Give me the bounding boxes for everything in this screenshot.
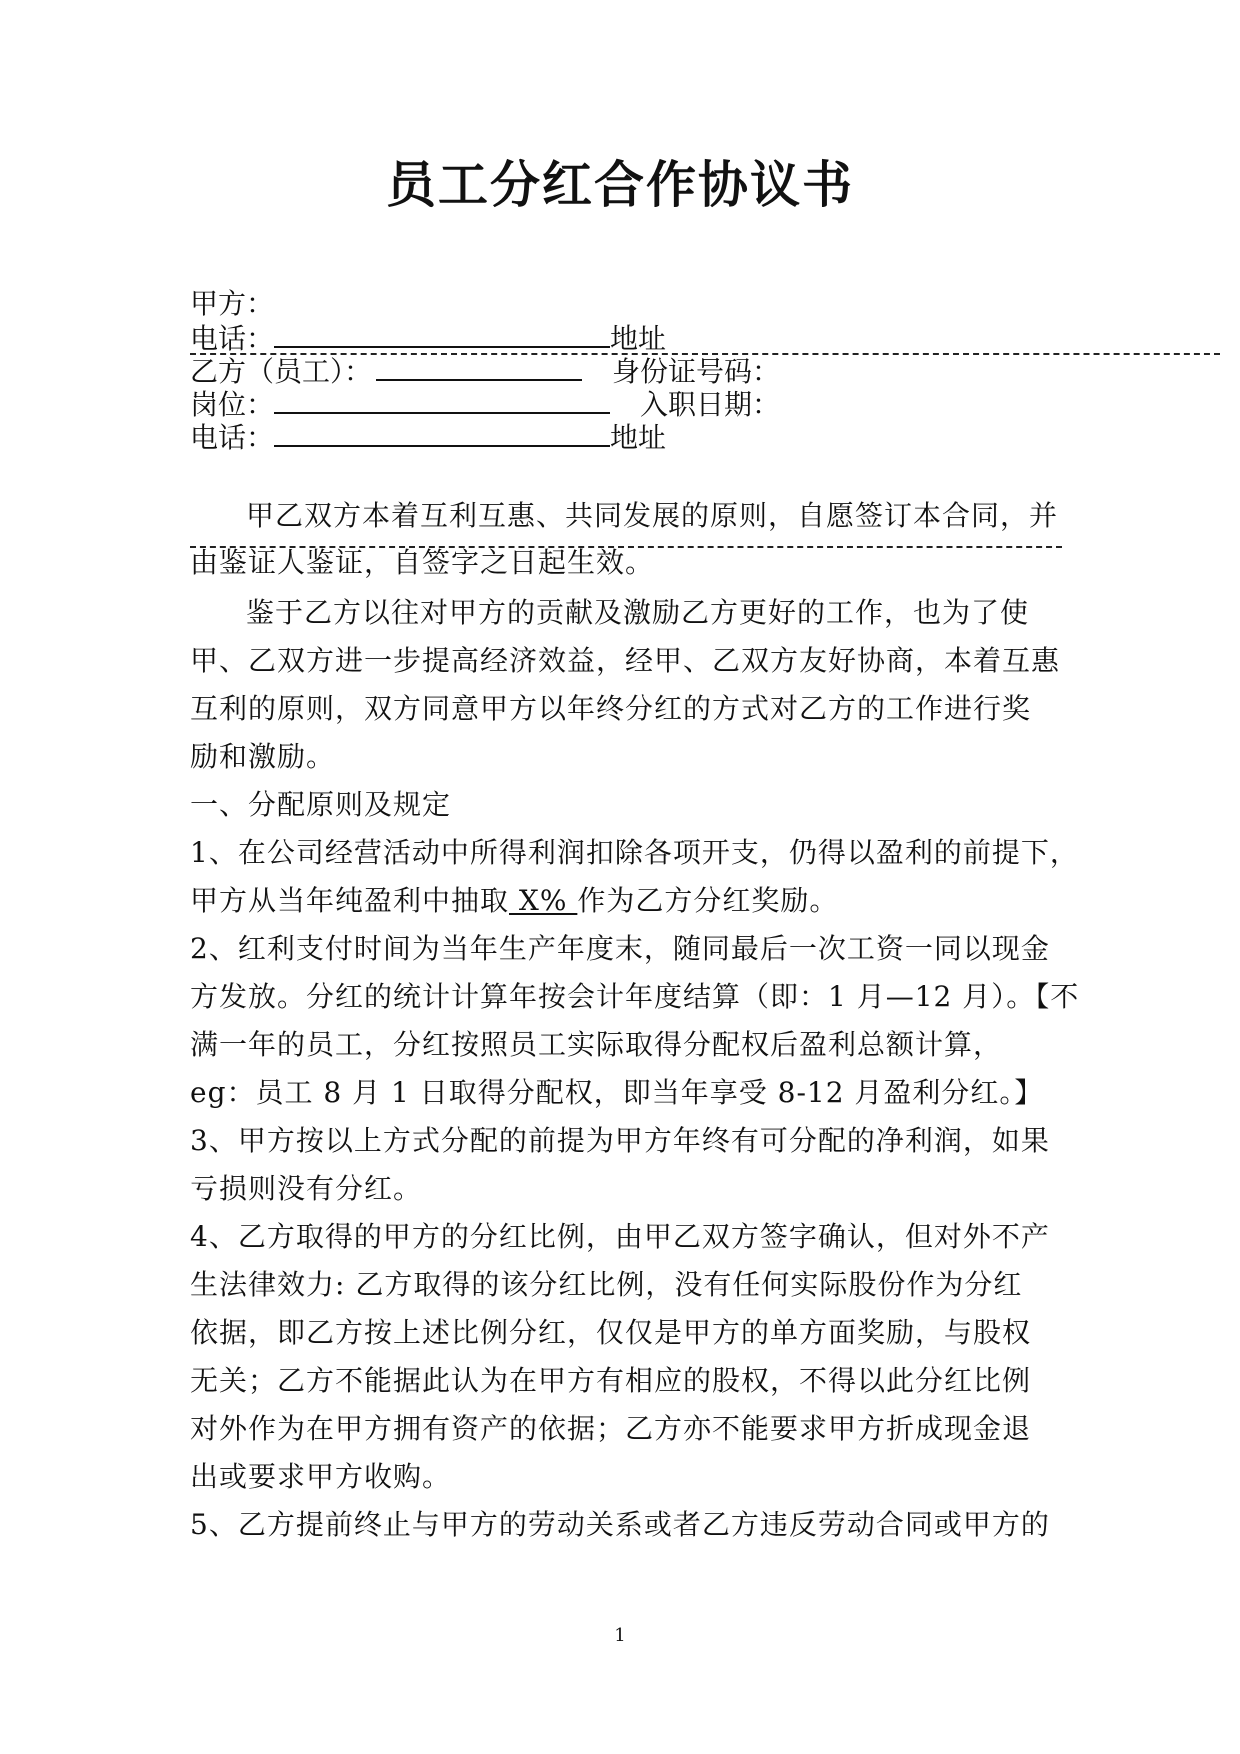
party-b-phone-field[interactable]	[274, 419, 610, 447]
clause-2-line-3: 满一年的员工，分红按照员工实际取得分配权后盈利总额计算，	[190, 1028, 1003, 1061]
party-b-address-label: 地址	[610, 421, 667, 454]
clause-3-line-2: 亏损则没有分红。	[190, 1172, 423, 1205]
clause-1-line-1: 1、在公司经营活动中所得利润扣除各项开支，仍得以盈利的前提下，	[190, 836, 1079, 869]
intro-line-1: 甲乙双方本着互利互惠、共同发展的原则，自愿签订本合同，并	[246, 499, 1059, 532]
clause-4-line-5: 对外作为在甲方拥有资产的依据；乙方亦不能要求甲方折成现金退	[190, 1412, 1032, 1445]
hire-date-label: 入职日期：	[640, 388, 781, 421]
party-a-phone-row	[190, 320, 666, 356]
clause-2-line-1: 2、红利支付时间为当年生产年度末，随同最后一次工资一同以现金	[190, 932, 1050, 965]
party-b-row	[190, 353, 780, 389]
party-b-label: 乙方（员工）：	[190, 355, 373, 388]
clause-4-line-6: 出或要求甲方收购。	[190, 1460, 452, 1493]
clause-4-line-2: 生法律效力: 乙方取得的该分红比例，没有任何实际股份作为分红	[190, 1268, 1023, 1301]
party-b-phone-row	[190, 419, 666, 455]
para-2-line-2: 甲、乙双方进一步提高经济效益，经甲、乙双方友好协商，本着互惠	[190, 644, 1061, 677]
party-b-name-field[interactable]	[376, 353, 582, 381]
para-2-line-3: 互利的原则，双方同意甲方以年终分红的方式对乙方的工作进行奖	[190, 692, 1032, 725]
party-a-address-label: 地址	[610, 322, 667, 355]
clause-4-line-3: 依据，即乙方按上述比例分红，仅仅是甲方的单方面奖励，与股权	[190, 1316, 1032, 1349]
clause-4-line-1: 4、乙方取得的甲方的分红比例，由甲乙双方签字确认，但对外不产	[190, 1220, 1050, 1253]
clause-2-line-2: 方发放。分红的统计计算年按会计年度结算（即：1 月—12 月）。【不	[190, 980, 1080, 1013]
party-a-phone-field[interactable]	[274, 320, 610, 348]
clause-1-text-c: 作为乙方分红奖励。	[577, 884, 839, 917]
clause-4-line-4: 无关；乙方不能据此认为在甲方有相应的股权，不得以此分红比例	[190, 1364, 1032, 1397]
position-label: 岗位：	[190, 388, 275, 421]
clause-2-line-4: eg：员工 8 月 1 日取得分配权，即当年享受 8-12 月盈利分红。】	[190, 1076, 1044, 1109]
clause-5-line-1: 5、乙方提前终止与甲方的劳动关系或者乙方违反劳动合同或甲方的	[190, 1508, 1050, 1541]
page-number: 1	[614, 1625, 626, 1646]
intro-line-2: 由鉴证人鉴证，自签字之日起生效。	[190, 546, 655, 579]
clause-1-text-a: 甲方从当年纯盈利中抽取	[190, 884, 510, 917]
clause-1-line-2	[190, 884, 838, 918]
position-row	[190, 386, 780, 422]
para-2-line-1: 鉴于乙方以往对甲方的贡献及激励乙方更好的工作，也为了使	[246, 596, 1030, 629]
section-1-heading: 一、分配原则及规定	[190, 788, 452, 821]
dividend-percent-field[interactable]: X%	[509, 884, 578, 917]
document-title: 员工分红合作协议书	[386, 156, 854, 214]
party-a-phone-label: 电话：	[190, 322, 275, 355]
para-2-line-4: 励和激励。	[190, 740, 336, 773]
party-b-id-label: 身份证号码：	[612, 355, 781, 388]
clause-3-line-1: 3、甲方按以上方式分配的前提为甲方年终有可分配的净利润，如果	[190, 1124, 1050, 1157]
party-a-label: 甲方：	[190, 287, 275, 320]
position-field[interactable]	[274, 386, 610, 414]
party-b-phone-label: 电话：	[190, 421, 275, 454]
